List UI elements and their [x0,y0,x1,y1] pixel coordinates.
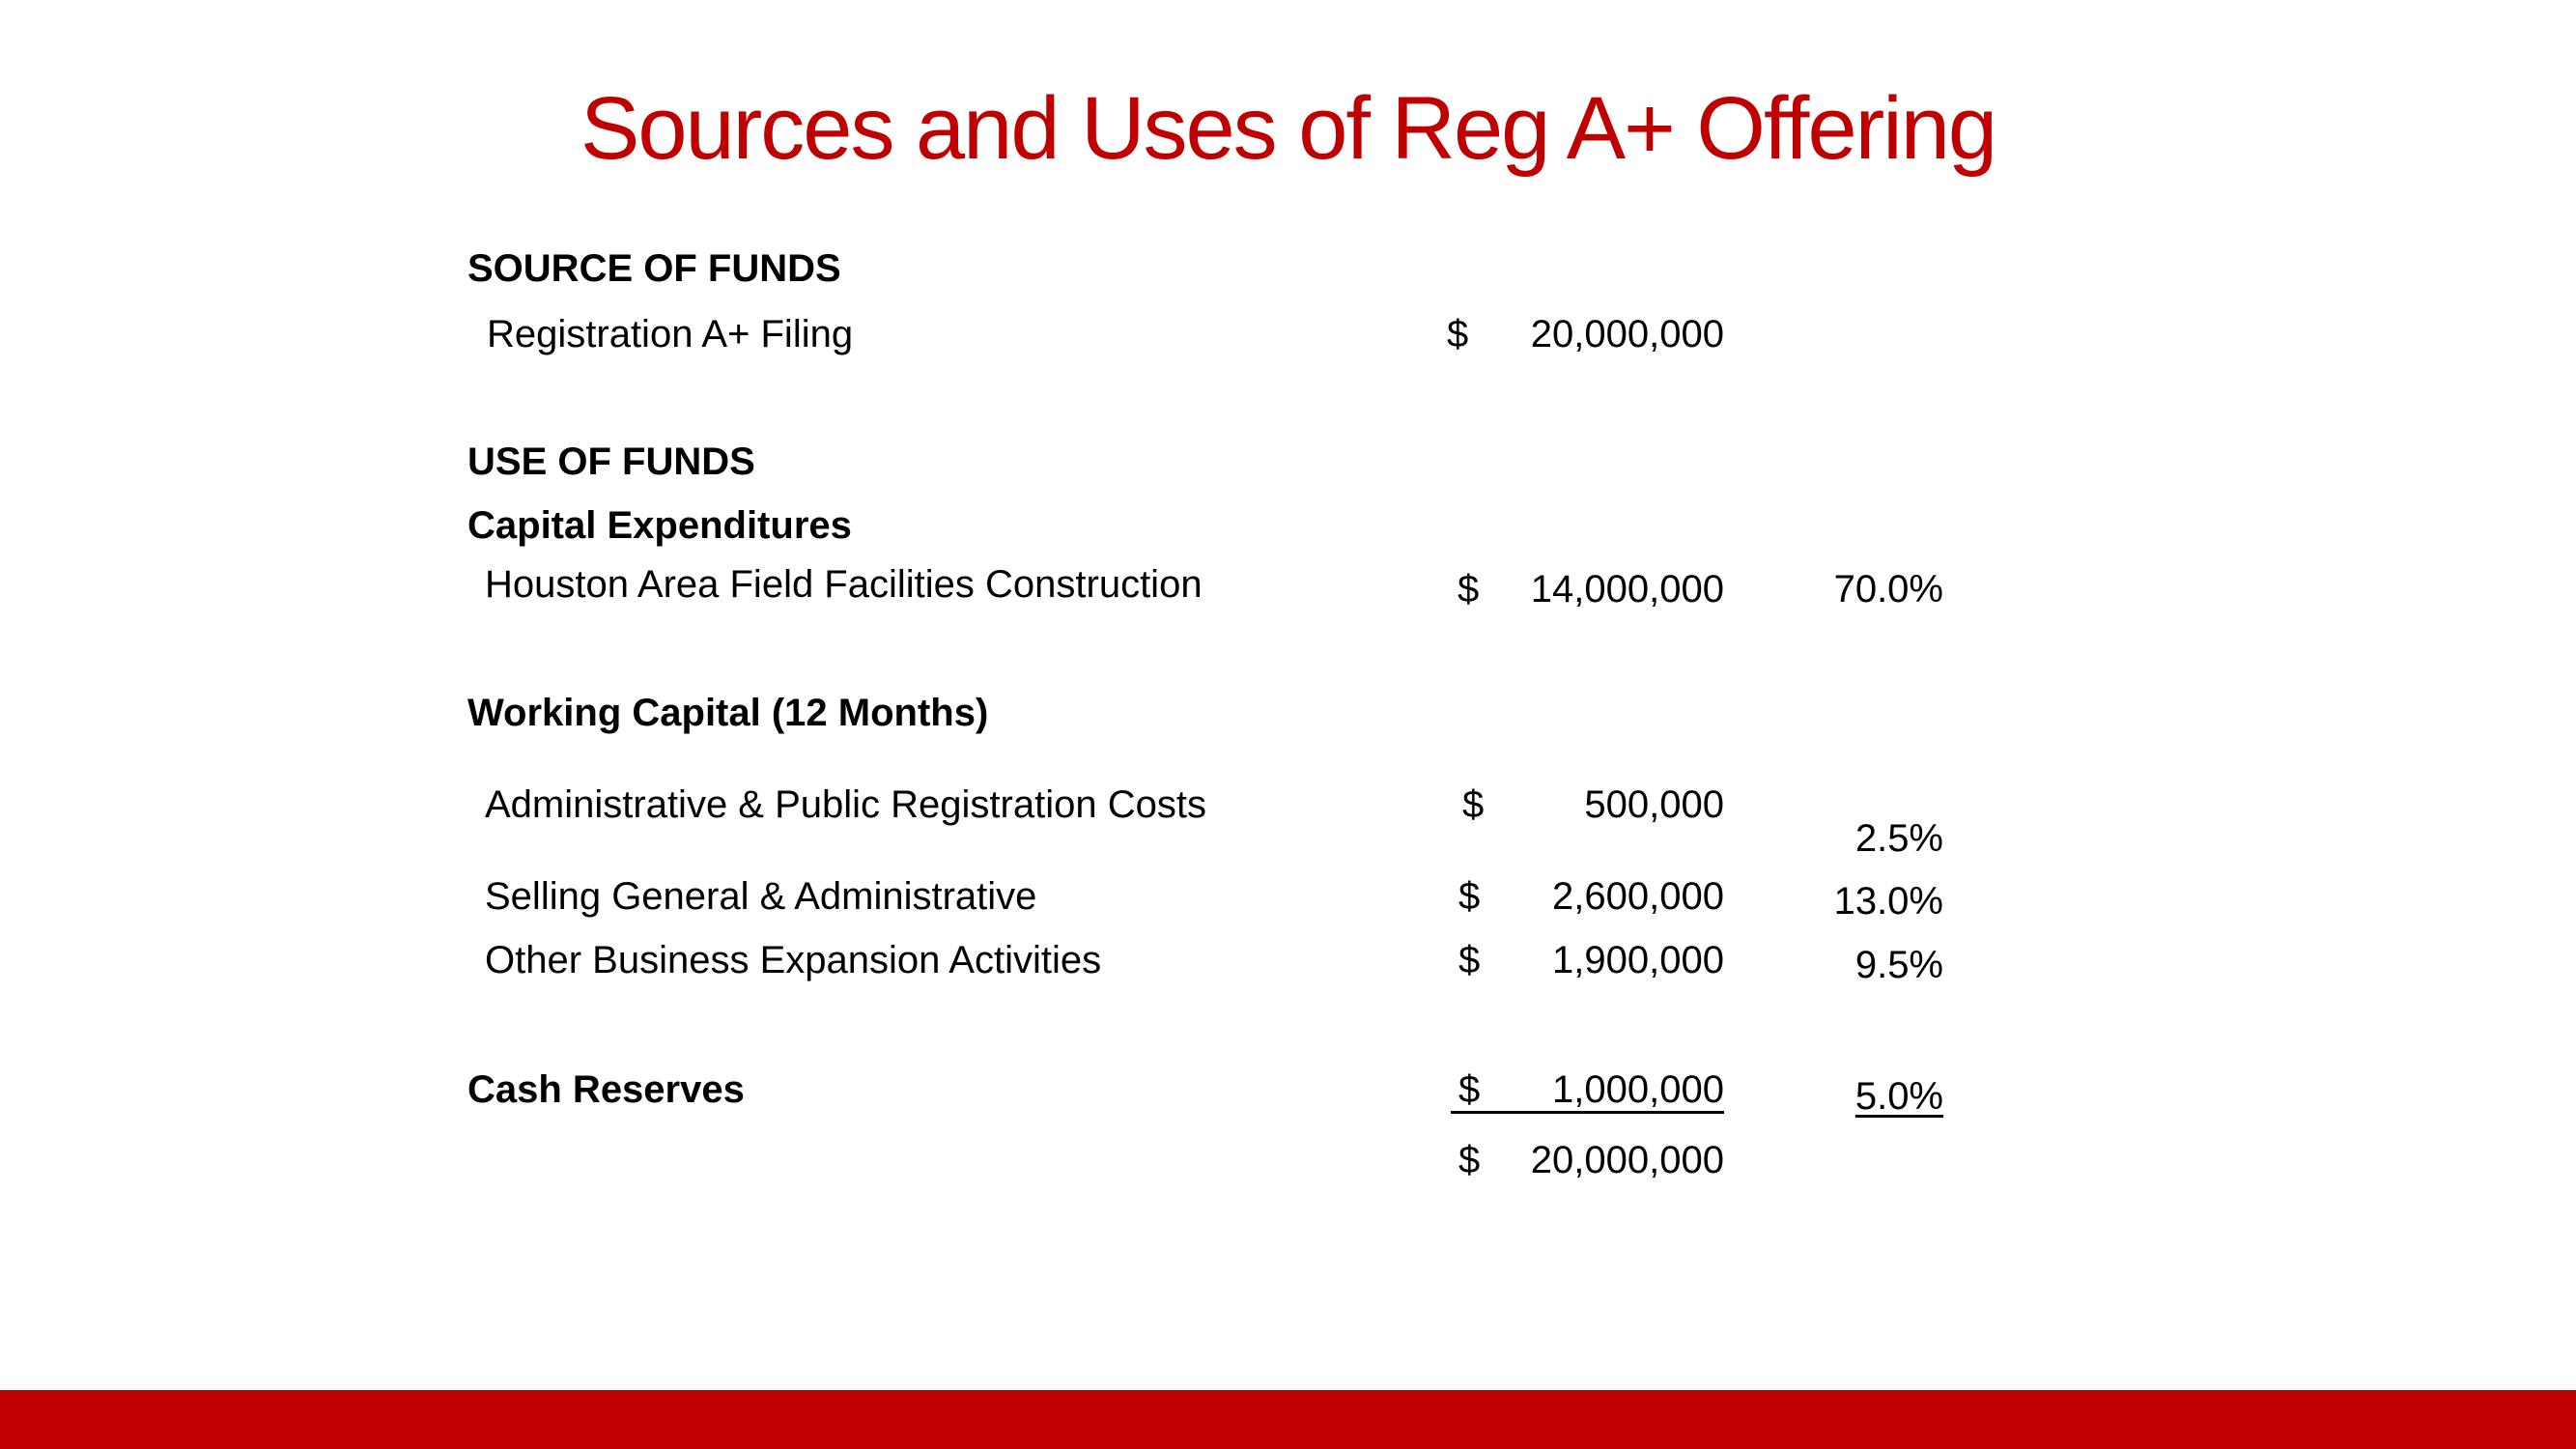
row-label: Other Business Expansion Activities [485,939,1102,981]
row-label: Registration A+ Filing [487,313,854,355]
working-capital-heading: Working Capital (12 Months) [467,692,989,734]
currency-symbol: $ [1458,875,1481,918]
amount-value: 14,000,000 [1530,568,1724,611]
percent-value: 13.0% [1833,880,1943,923]
amount-value: 20,000,000 [1530,313,1724,355]
cash-reserves-label: Cash Reserves [467,1068,745,1111]
row-label: Selling General & Administrative [485,875,1037,918]
amount-value: 1,900,000 [1552,939,1724,981]
amount-value: 1,000,000 [1552,1068,1724,1111]
amount-value: 2,600,000 [1552,875,1724,918]
percent-value: 9.5% [1854,944,1943,986]
total-amount: 20,000,000 [1530,1139,1724,1181]
use-of-funds-heading: USE OF FUNDS [467,440,755,483]
currency-symbol: $ [1447,313,1469,355]
currency-symbol: $ [1458,568,1480,611]
subtotal-rule [1451,1111,1724,1114]
amount-value: 500,000 [1584,783,1724,826]
currency-symbol: $ [1458,939,1481,981]
currency-symbol: $ [1458,1068,1481,1111]
row-label: Houston Area Field Facilities Construction [485,563,1203,606]
slide-title: Sources and Uses of Reg A+ Offering [580,79,1996,178]
currency-symbol: $ [1462,783,1485,826]
capital-expenditures-heading: Capital Expenditures [467,504,852,547]
currency-symbol: $ [1458,1139,1481,1181]
source-of-funds-heading: SOURCE OF FUNDS [467,247,841,290]
row-label: Administrative & Public Registration Costs [485,783,1206,826]
percent-value: 5.0% [1854,1075,1943,1118]
percent-value: 70.0% [1833,568,1943,611]
footer-accent-bar [0,1390,2576,1449]
percent-value: 2.5% [1854,817,1943,860]
